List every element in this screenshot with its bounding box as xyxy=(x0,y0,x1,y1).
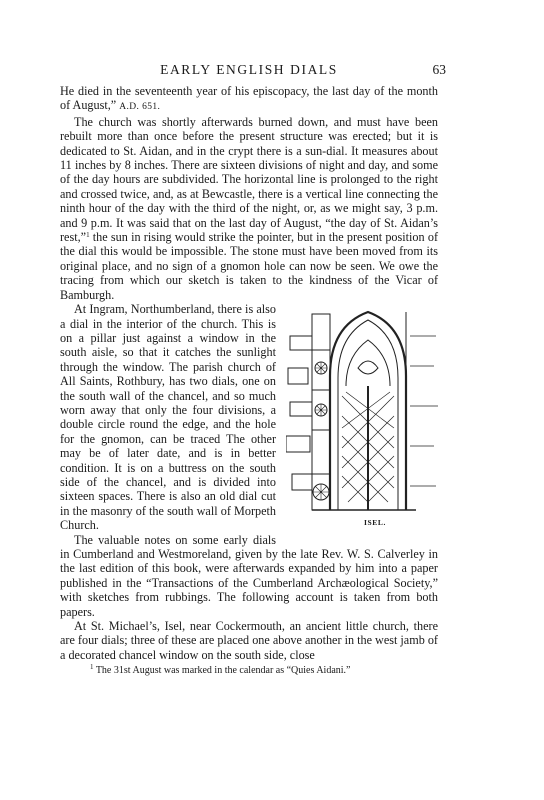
running-head xyxy=(60,60,446,80)
page xyxy=(60,60,446,677)
jamb-stone xyxy=(312,314,330,350)
paragraph-4: The valuable notes on some early dials in Cumberland and Westmoreland, given by the late Rev. W. S. Calverley in the last edition of this book, were afterwards expanded by him into a paper published in the “Transactions of the Cumberland Archæological Society,” with sketches from rubbings. The following account is taken from both papers. xyxy=(60,532,438,619)
tracery-quatrefoil xyxy=(358,361,378,374)
masonry-block xyxy=(290,336,312,350)
footnote-mark: 1 xyxy=(90,663,94,672)
date-ad: A.D. 651. xyxy=(119,102,161,113)
tracery xyxy=(346,340,390,386)
footnote xyxy=(60,664,438,677)
body-text xyxy=(60,84,438,677)
sundial-3-lines xyxy=(313,484,329,500)
footnote-reference: 1 xyxy=(86,231,90,240)
paragraph-3 xyxy=(60,302,438,533)
paragraph-3-text: At Ingram, Northumberland, there is also a dial in the interior of the church. This is on a pillar just against a window in the south aisle, so that it catches the sunlight through the window. The parish church of All Saints, Rothbury, has two dials, one on the south wall of the chancel, and so much worn away that only the four divisions, a double circle round the edge, and the hole for the gnomon, can be traced The other may be of later date, and is in better condition. It is on a buttress on the south side of the chancel, and is divided into sixteen spaces. There is also an old dial cut in the masonry of the south wall of Morpeth Church. xyxy=(60,302,276,533)
paragraph-2-text-b: the sun in rising would strike the pointer, but in the present position of the dial this would be impossible. The stone must have been moved from its original place, and no sign of a gnomon hole can now be seen. We owe the tracing from which our sketch is taken to the kindness of the Vicar of Bamburgh. xyxy=(60,230,438,302)
masonry-block xyxy=(292,474,312,490)
isel-window-figure xyxy=(286,306,442,532)
paragraph-5: At St. Michael’s, Isel, near Cockermouth, an ancient little church, there are four dials; three of these are placed one above another in the west jamb of a decorated chancel window on the south side, close xyxy=(60,619,438,662)
footnote-text: The 31st August was marked in the calendar as “Quies Aidani.” xyxy=(93,665,351,677)
paragraph-2-text-a: The church was shortly afterwards burned down, and must have been rebuilt more than once before the present structure was erected; but it is dedicated to St. Aidan, and in the crypt there is a sun-dial. It measures about 11 inches by 8 inches. There are sixteen divisions of night and day, and some of the day hours are subdivided. The horizontal line is prolonged to the right and crossed twice, and, as at Bewcastle, there is a vertical line connecting the ninth hour of the day with the third of the night, or, as we might say, 3 p.m. and 9 p.m. It was said that on the last day of August, “the day of St. Aidan’s rest,” xyxy=(60,114,438,245)
masonry-block xyxy=(286,436,310,452)
right-masonry xyxy=(410,336,438,486)
masonry-block xyxy=(290,402,312,416)
paragraph-1-text: He died in the seventeenth year of his episcopacy, the last day of the month of August,” xyxy=(60,84,438,113)
masonry-block xyxy=(288,368,308,384)
paragraph-2 xyxy=(60,115,438,302)
paragraph-1 xyxy=(60,84,438,115)
page-number: 63 xyxy=(432,62,446,77)
jamb-stone xyxy=(312,430,330,474)
window-illustration xyxy=(286,306,442,532)
figure-caption: ISEL. xyxy=(364,518,386,528)
running-title: EARLY ENGLISH DIALS xyxy=(160,62,338,77)
